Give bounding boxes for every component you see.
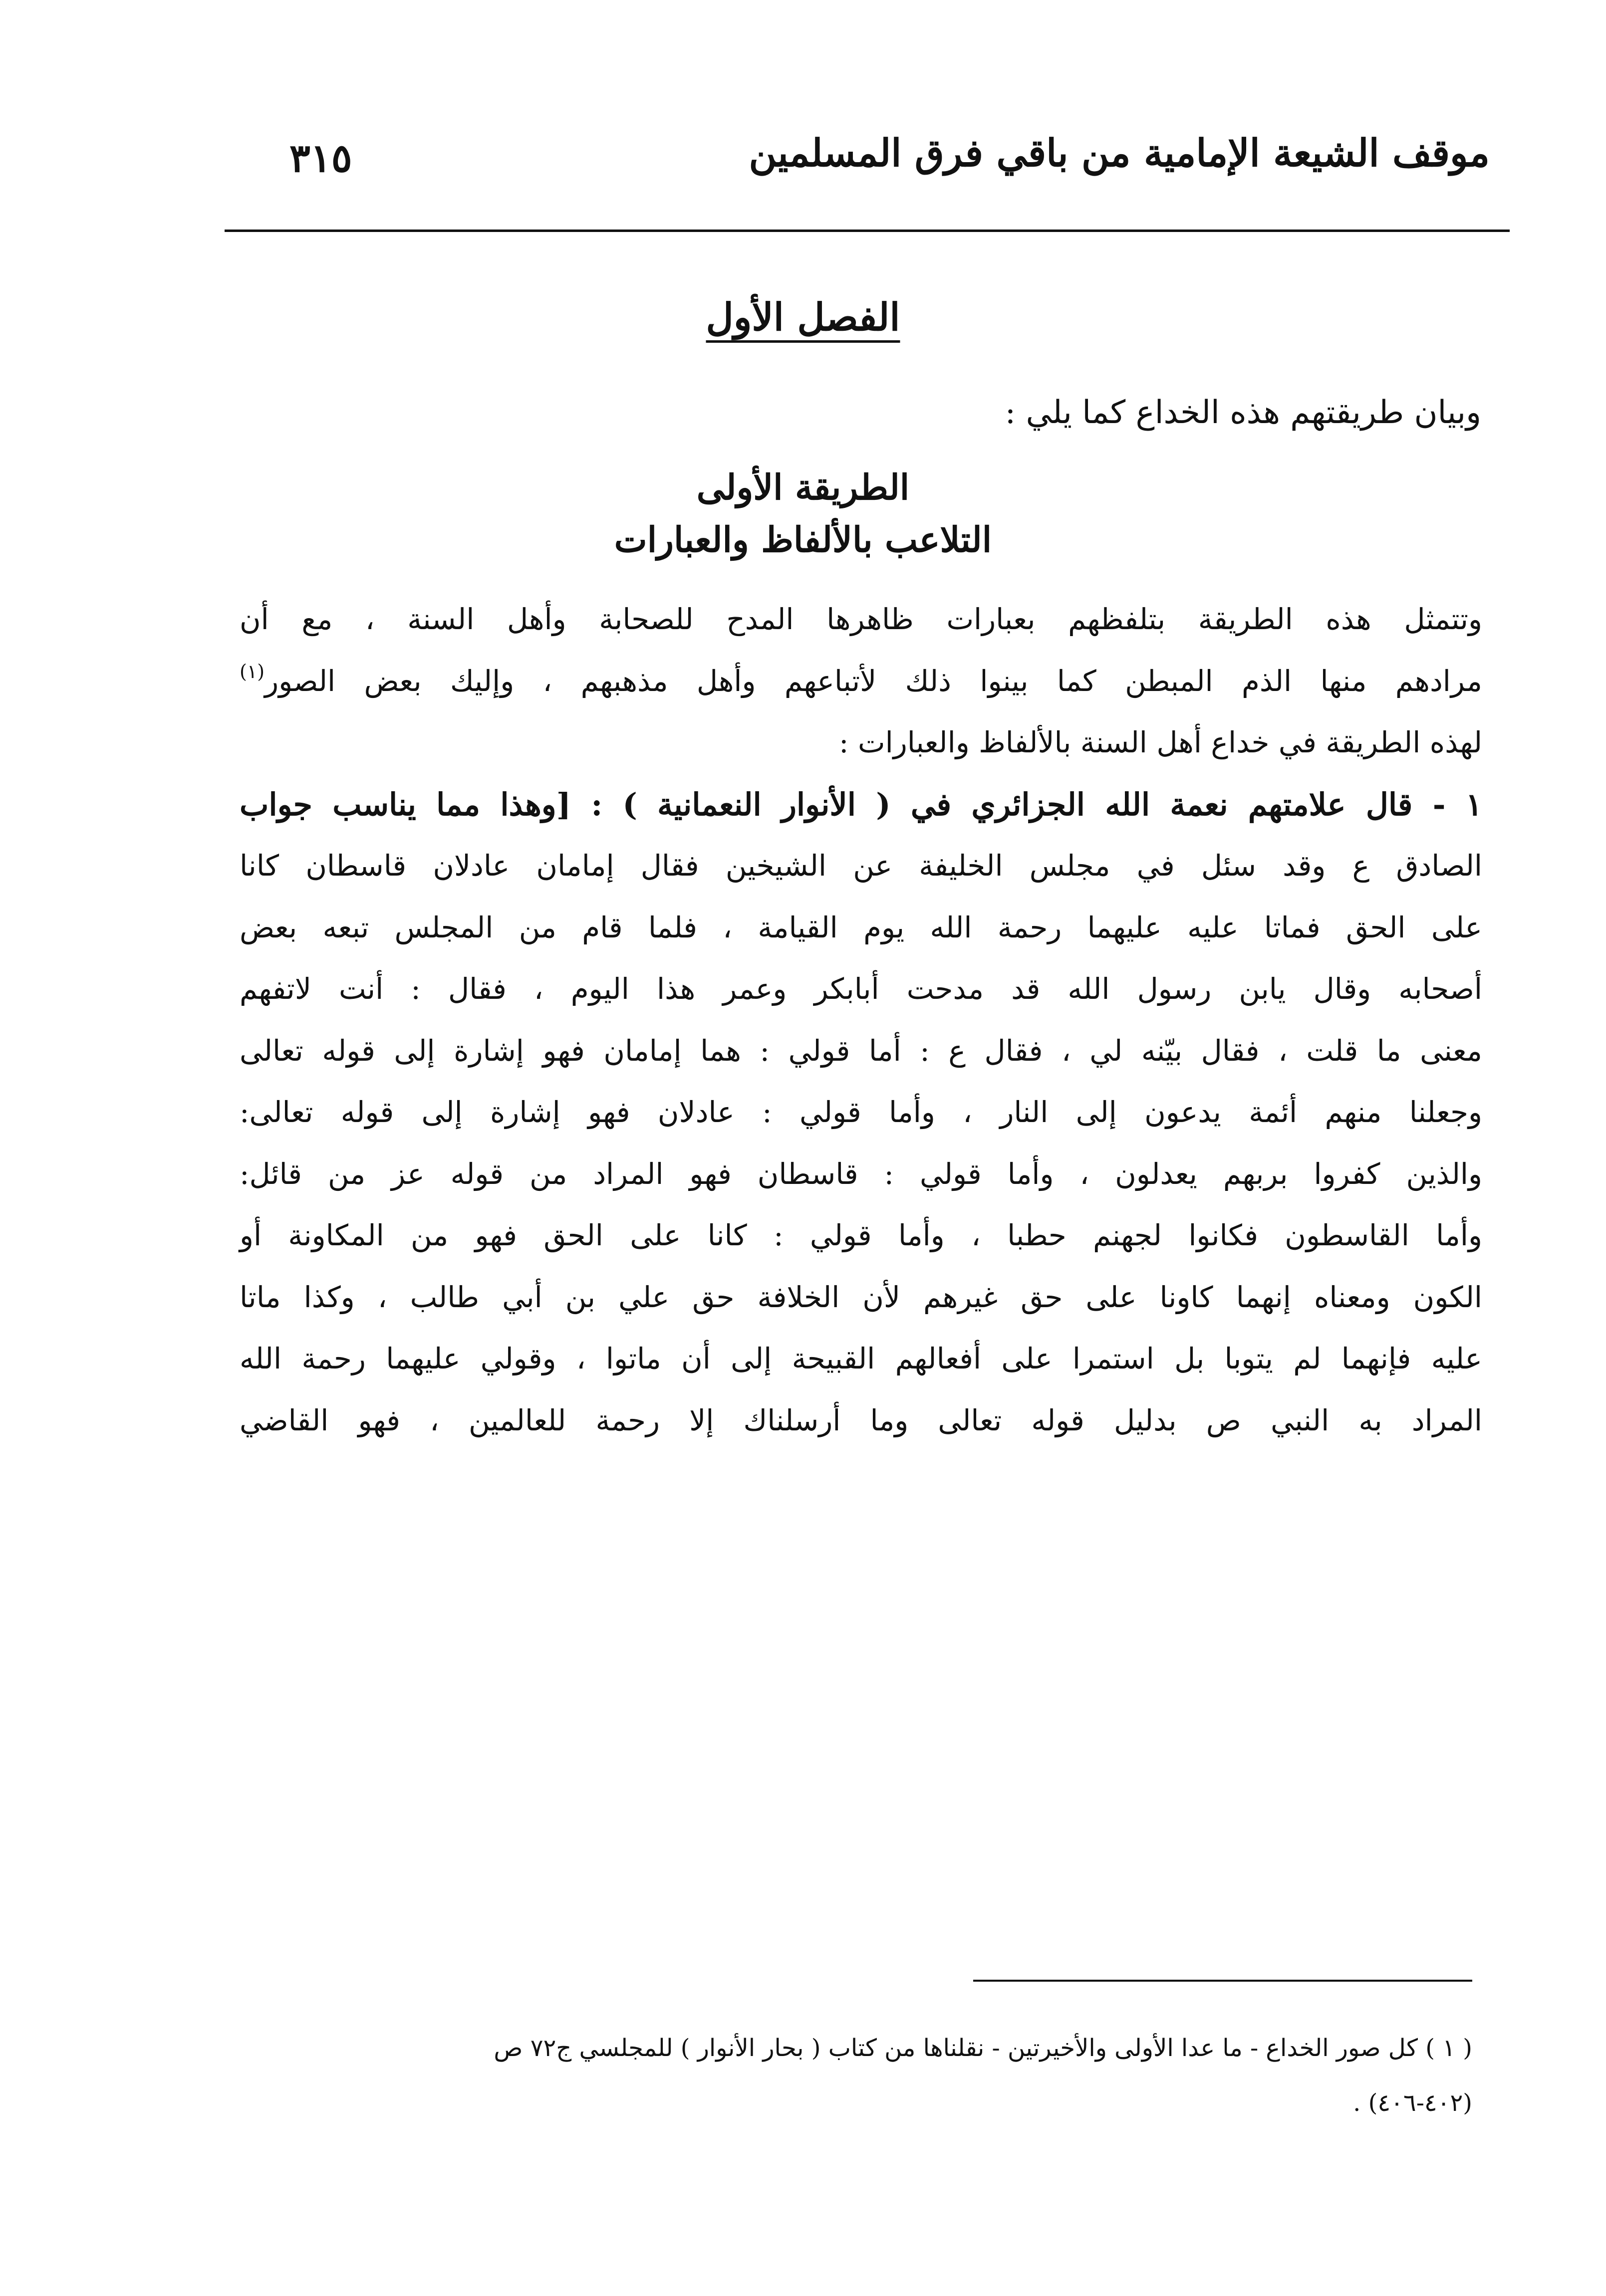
quote-line: الكون ومعناه إنهما كاونا على حق غيرهم لأن الخلافة حق علي بن أبي طالب ، وكذا ماتا [240,1280,1482,1314]
quote-line: على الحق فماتا عليه عليهما رحمة الله يوم القيامة ، فلما قام من المجلس تبعه بعض [240,910,1482,944]
quote-line: الصادق ع وقد سئل في مجلس الخليفة عن الشيخين فقال إمامان عادلان قاسطان كانا [240,849,1482,883]
text-line-with-footnote [240,651,1482,712]
running-header-title: موقف الشيعة الإمامية من باقي فرق المسلمين [749,131,1490,175]
quote-line: وأما القاسطون فكانوا لجهنم حطبا ، وأما قولي : كانا على الحق فهو من المكاونة أو [240,1218,1482,1252]
quote-line: أصحابه وقال يابن رسول الله قد مدحت أبابكر وعمر هذا اليوم ، فقال : أنت لاتفهم [240,972,1482,1006]
text-line: وتتمثل هذه الطريقة بتلفظهم بعبارات ظاهرها المدح للصحابة وأهل السنة ، مع أن [240,602,1482,636]
footnote-reference: (١) [240,660,265,683]
text-line: لهذه الطريقة في خداع أهل السنة بالألفاظ والعبارات : [839,725,1482,759]
quote-line: المراد به النبي ص بدليل قوله تعالى وما أرسلناك إلا رحمة للعالمين ، فهو القاضي [240,1403,1482,1437]
footnote [240,2021,1472,2130]
footnote-line: (٤٠٢-٤٠٦) . [1353,2089,1472,2117]
quote-line: ١ - قال علامتهم نعمة الله الجزائري في ( الأنوار النعمانية ) : [وهذا مما يناسب جواب [240,786,1482,823]
footnote-divider [973,1980,1472,1982]
footnote-line: ( ١ ) كل صور الخداع - ما عدا الأولى والأخيرتين - نقلناها من كتاب ( بحار الأنوار ) للمجلسي ج٧٢ ص [494,2034,1472,2062]
method-title: الطريقة الأولى [696,466,910,508]
page-number: ٣١٥ [289,136,352,181]
chapter-title-text: الفصل الأول [706,295,900,339]
method-subtitle: التلاعب بالألفاظ والعبارات [614,519,992,560]
quote-line: والذين كفروا بربهم يعدلون ، وأما قولي : قاسطان فهو المراد من قوله عز من قائل: [240,1156,1482,1191]
header-divider [225,230,1510,232]
page-header [225,131,1510,191]
chapter-title [0,294,1606,340]
quote-line: عليه فإنهما لم يتوبا بل استمرا على أفعالهم القبيحة إلى أن ماتوا ، وقولي عليهما رحمة الله [240,1342,1482,1376]
text-line-body: مرادهم منها الذم المبطن كما بينوا ذلك لأتباعهم وأهل مذهبهم ، وإليك بعض الصور [265,664,1482,698]
main-text [240,589,1482,1451]
quote-line: وجعلنا منهم أئمة يدعون إلى النار ، وأما قولي : عادلان فهو إشارة إلى قوله تعالى: [240,1095,1482,1129]
intro-line: وبيان طريقتهم هذه الخداع كما يلي : [1005,394,1481,431]
quote-line: معنى ما قلت ، فقال بيّنه لي ، فقال ع : أما قولي : هما إمامان فهو إشارة إلى قوله تعالى [240,1033,1482,1068]
